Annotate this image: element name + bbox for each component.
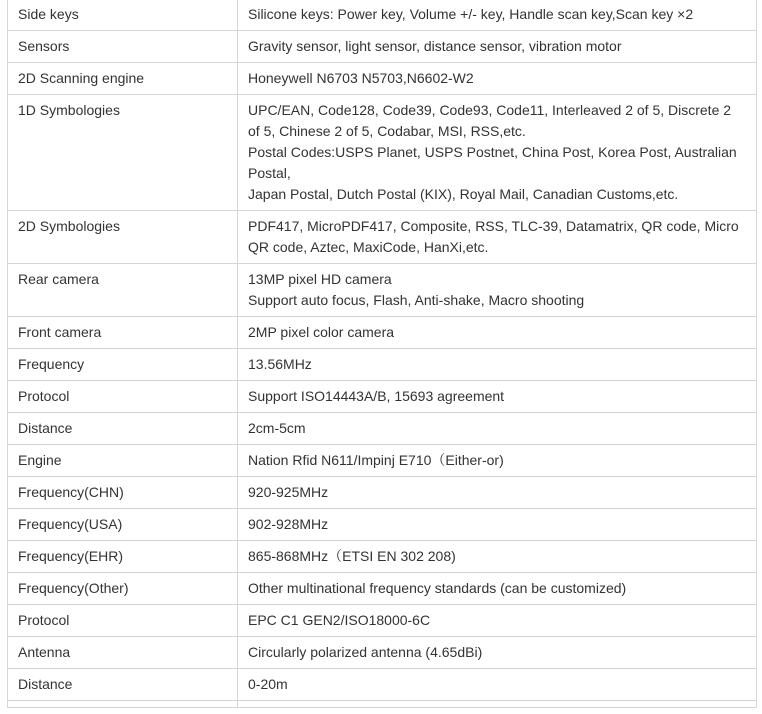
table-row: [8, 317, 757, 349]
table-row: [8, 413, 757, 445]
spec-label: Frequency(Other): [8, 573, 238, 605]
spec-label: 2D Scanning engine: [8, 63, 238, 95]
spec-value: [238, 573, 757, 605]
spec-label: Side keys: [8, 0, 238, 31]
spec-label: Antenna: [8, 637, 238, 669]
spec-label: Distance: [8, 413, 238, 445]
spec-value: [238, 31, 757, 63]
spec-value-line: Other multinational frequency standards (can be customized): [248, 580, 627, 596]
spec-value-line: UPC/EAN, Code128, Code39, Code93, Code11, Interleaved 2 of 5, Discrete 2 of 5, Chinese 2 of 5, Codabar, MSI, RSS,etc.: [248, 102, 732, 139]
table-row: [8, 31, 757, 63]
table-row: [8, 669, 757, 701]
table-row: [8, 264, 757, 317]
spec-label: Frequency(CHN): [8, 477, 238, 509]
table-row: [8, 477, 757, 509]
spec-value-line: Japan Postal, Dutch Postal (KIX), Royal Mail, Canadian Customs,etc.: [248, 186, 679, 202]
spec-value-line: Support ISO14443A/B, 15693 agreement: [248, 388, 505, 404]
table-row: [8, 63, 757, 95]
spec-label: Protocol: [8, 605, 238, 637]
table-row: [8, 95, 757, 211]
spec-value-line: 865-868MHz（ETSI EN 302 208): [248, 548, 456, 564]
spec-label: Frequency(USA): [8, 509, 238, 541]
spec-value-line: Support auto focus, Flash, Anti-shake, Macro shooting: [248, 292, 585, 308]
table-row: [8, 605, 757, 637]
spec-value-line: 0-20m: [248, 676, 288, 692]
spec-label: Front camera: [8, 317, 238, 349]
spec-label: Protocol: [8, 381, 238, 413]
spec-value-line: 13.56MHz: [248, 356, 312, 372]
spec-value: [238, 349, 757, 381]
spec-value: [238, 413, 757, 445]
table-row: [8, 349, 757, 381]
spec-value-line: 2cm-5cm: [248, 420, 306, 436]
spec-value-line: PDF417, MicroPDF417, Composite, RSS, TLC-39, Datamatrix, QR code, Micro QR code, Aztec, MaxiCode, HanXi,etc.: [248, 218, 739, 255]
spec-value-line: Gravity sensor, light sensor, distance sensor, vibration motor: [248, 38, 622, 54]
spec-value: [238, 0, 757, 31]
spec-value: [238, 605, 757, 637]
spec-value: [238, 477, 757, 509]
empty-cell: [238, 701, 757, 708]
spec-label: Frequency: [8, 349, 238, 381]
spec-value-line: 920-925MHz: [248, 484, 329, 500]
spec-value: [238, 381, 757, 413]
table-row: [8, 573, 757, 605]
spec-value-line: 902-928MHz: [248, 516, 329, 532]
spec-value: [238, 63, 757, 95]
spec-value: [238, 669, 757, 701]
spec-table-body: [8, 0, 757, 708]
table-row: [8, 445, 757, 477]
spec-label: 1D Symbologies: [8, 95, 238, 211]
spec-value-line: Silicone keys: Power key, Volume +/- key, Handle scan key,Scan key ×2: [248, 6, 694, 22]
spec-value: [238, 95, 757, 211]
spec-value: [238, 637, 757, 669]
spec-label: Rear camera: [8, 264, 238, 317]
table-row: [8, 637, 757, 669]
spec-value: [238, 445, 757, 477]
spec-label: Sensors: [8, 31, 238, 63]
spec-value-line: Postal Codes:USPS Planet, USPS Postnet, China Post, Korea Post, Australian Postal,: [248, 144, 737, 181]
spec-label: Frequency(EHR): [8, 541, 238, 573]
spec-value-line: 2MP pixel color camera: [248, 324, 395, 340]
spec-label: Distance: [8, 669, 238, 701]
spec-value: [238, 509, 757, 541]
table-row: [8, 381, 757, 413]
table-row: [8, 509, 757, 541]
spec-value-line: Circularly polarized antenna (4.65dBi): [248, 644, 483, 660]
spec-value: [238, 264, 757, 317]
spec-label: Engine: [8, 445, 238, 477]
spec-value: [238, 317, 757, 349]
spec-label: 2D Symbologies: [8, 211, 238, 264]
table-row: [8, 0, 757, 31]
spec-table: [7, 0, 757, 708]
spec-value-line: Honeywell N6703 N5703,N6602-W2: [248, 70, 474, 86]
spec-value: [238, 541, 757, 573]
spec-value-line: EPC C1 GEN2/ISO18000-6C: [248, 612, 431, 628]
table-row: [8, 541, 757, 573]
table-row-partial: [8, 701, 757, 708]
spec-value-line: 13MP pixel HD camera: [248, 271, 392, 287]
spec-value-line: Nation Rfid N611/Impinj E710（Either-or): [248, 452, 504, 468]
table-row: [8, 211, 757, 264]
empty-cell: [8, 701, 238, 708]
spec-value: [238, 211, 757, 264]
